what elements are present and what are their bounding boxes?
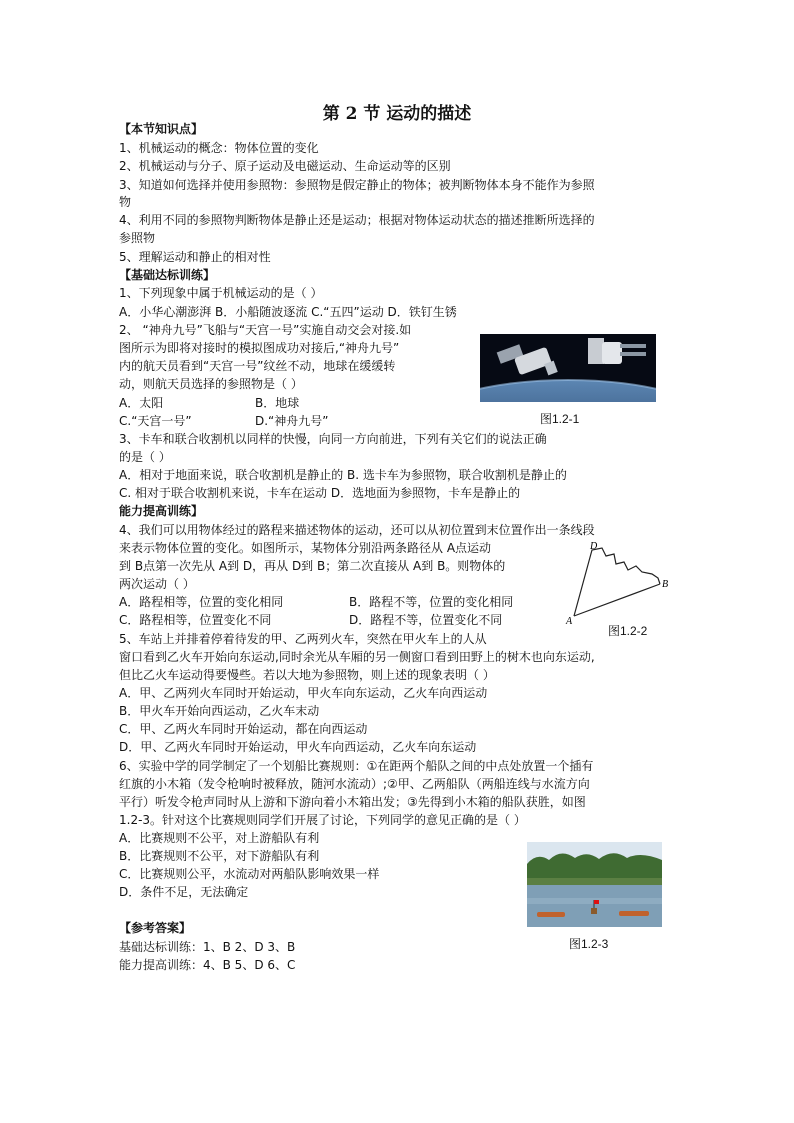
- figure-1-2-1-caption: 图1.2-1: [540, 412, 580, 426]
- page-title: 第 2 节 运动的描述: [322, 104, 472, 124]
- answer-line: 能力提高训练：4、B 5、D 6、C: [119, 958, 296, 972]
- q2-line: 内的航天员看到“天宫一号”纹丝不动，地球在缓缓转: [119, 359, 396, 373]
- q3-line: 的是（ ）: [119, 450, 171, 464]
- knowledge-point: 2、机械运动与分子、原子运动及电磁运动、生命运动等的区别: [119, 159, 451, 173]
- q1-stem: 1、下列现象中属于机械运动的是（ ）: [119, 286, 323, 300]
- knowledge-point: 4、利用不同的参照物判断物体是静止还是运动；根据对物体运动状态的描述推断所选择的: [119, 213, 595, 227]
- boat-race-photo: [527, 842, 662, 927]
- q4-line: 到 B点第一次先从 A到 D，再从 D到 B；第二次直接从 A到 B。则物体的: [119, 559, 506, 573]
- q3-line: 3、卡车和联合收割机以同样的快慢，向同一方向前进，下列有关它们的说法正确: [119, 432, 547, 446]
- knowledge-point: 1、机械运动的概念：物体位置的变化: [119, 141, 319, 155]
- q4-line: 来表示物体位置的变化。如图所示，某物体分别沿两条路径从 A点运动: [119, 541, 492, 555]
- section-answers: 【参考答案】: [119, 921, 192, 935]
- q2-line: 图所示为即将对接时的模拟图成功对接后,“神舟九号”: [119, 341, 400, 355]
- q2-option-b: B．地球: [255, 396, 300, 410]
- q5-line: 窗口看到乙火车开始向东运动,同时余光从车厢的另一侧窗口看到田野上的树木也向东运动,: [119, 650, 595, 664]
- q5-option-a: A．甲、乙两列火车同时开始运动，甲火车向东运动，乙火车向西运动: [119, 686, 488, 700]
- figure-1-2-2-caption: 图1.2-2: [608, 624, 648, 638]
- q2-option-d: D.“神舟九号”: [255, 414, 329, 428]
- section-advanced: 能力提高训练】: [119, 504, 204, 518]
- label-b: B: [662, 579, 669, 590]
- q6-option-d: D．条件不足，无法确定: [119, 885, 249, 899]
- path-diagram: [562, 538, 674, 626]
- figure-1-2-3-caption: 图1.2-3: [569, 937, 609, 951]
- q4-option-c: C．路程相等，位置变化不同: [119, 613, 272, 627]
- answer-line: 基础达标训练：1、B 2、D 3、B: [119, 940, 296, 954]
- q6-option-a: A．比赛规则不公平，对上游船队有利: [119, 831, 320, 845]
- q5-option-c: C．甲、乙两火车同时开始运动，都在向西运动: [119, 722, 368, 736]
- q6-line: 红旗的小木箱（发令枪响时被释放，随河水流动）;②甲、乙两船队（两船连线与水流方向: [119, 777, 590, 791]
- q4-option-d: D．路程不等，位置变化不同: [349, 613, 503, 627]
- spacecraft-docking-image: [480, 334, 656, 402]
- q4-line: 4、我们可以用物体经过的路程来描述物体的运动，还可以从初位置到末位置作出一条线段: [119, 523, 595, 537]
- q5-line: 5、车站上并排着停着待发的甲、乙两列火车，突然在甲火车上的人从: [119, 632, 487, 646]
- section-knowledge: 【本节知识点】: [119, 122, 204, 136]
- section-basic: 【基础达标训练】: [119, 268, 216, 282]
- q5-option-b: B．甲火车开始向西运动，乙火车末动: [119, 704, 320, 718]
- q5-option-d: D．甲、乙两火车同时开始运动，甲火车向西运动，乙火车向东运动: [119, 740, 477, 754]
- q2-option-c: C.“天宫一号”: [119, 414, 192, 428]
- q4-line: 两次运动（ ）: [119, 577, 195, 591]
- q6-option-b: B．比赛规则不公平，对下游船队有利: [119, 849, 320, 863]
- label-d: D: [590, 541, 598, 552]
- q6-line: 1.2-3。针对这个比赛规则同学们开展了讨论，下列同学的意见正确的是（ ）: [119, 813, 526, 827]
- q4-option-a: A．路程相等，位置的变化相同: [119, 595, 284, 609]
- knowledge-point: 3、知道如何选择并使用参照物：参照物是假定静止的物体；被判断物体本身不能作为参照: [119, 178, 595, 192]
- q5-line: 但比乙火车运动得要慢些。若以大地为参照物，则上述的现象表明（ ）: [119, 668, 495, 682]
- q2-line: 动，则航天员选择的参照物是（ ）: [119, 377, 303, 391]
- q1-options: A．小华心潮澎湃 B．小船随波逐流 C.“五四”运动 D．铁钉生锈: [119, 305, 457, 319]
- q3-option-line: C. 相对于联合收割机来说，卡车在运动 D．选地面为参照物，卡车是静止的: [119, 486, 521, 500]
- q2-line: 2、 “神舟九号”飞船与“天宫一号”实施自动交会对接.如: [119, 323, 412, 337]
- knowledge-point: 物: [119, 195, 132, 209]
- q6-line: 6、实验中学的同学制定了一个划船比赛规则：①在距两个船队之间的中点处放置一个插有: [119, 759, 594, 773]
- q6-line: 平行）听发令枪声同时从上游和下游向着小木箱出发；③先得到小木箱的船队获胜，如图: [119, 795, 586, 809]
- q6-option-c: C．比赛规则公平，水流动对两船队影响效果一样: [119, 867, 380, 881]
- q2-option-a: A．太阳: [119, 396, 164, 410]
- knowledge-point: 5、理解运动和静止的相对性: [119, 250, 271, 264]
- label-a: A: [566, 616, 573, 626]
- q3-option-line: A．相对于地面来说，联合收割机是静止的 B. 选卡车为参照物，联合收割机是静止的: [119, 468, 567, 482]
- knowledge-point: 参照物: [119, 231, 156, 245]
- q4-option-b: B．路程不等，位置的变化相同: [349, 595, 514, 609]
